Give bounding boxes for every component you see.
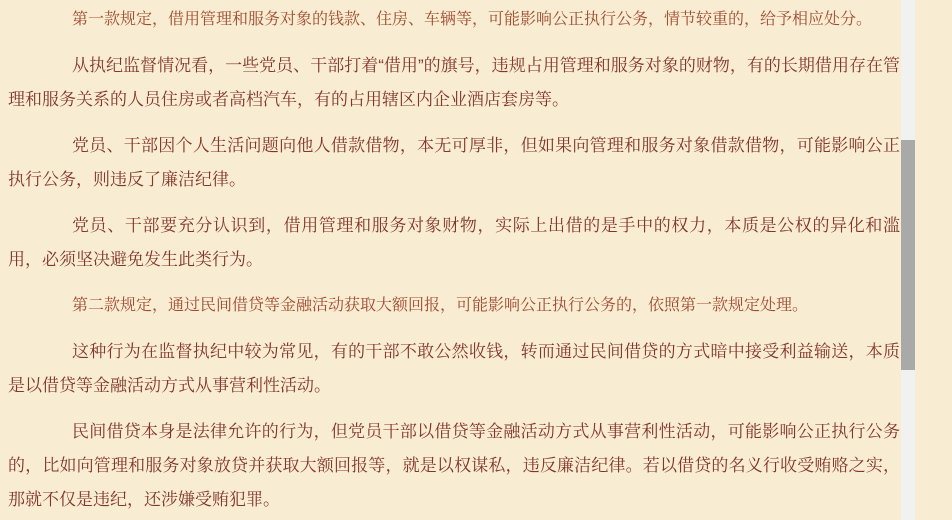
- body-paragraph-3: 党员、干部要充分认识到，借用管理和服务对象财物，实际上出借的是手中的权力，本质是公权的异化和滥用，必须坚决避免发生此类行为。: [8, 216, 900, 269]
- regulation-paragraph-2: 第二款规定，通过民间借贷等金融活动获取大额回报，可能影响公正执行公务的，依照第一款规定处理。: [72, 297, 809, 314]
- scrollbar-track[interactable]: [901, 0, 915, 520]
- scrollbar-thumb[interactable]: [901, 140, 915, 370]
- body-paragraph-1: 从执纪监督情况看，一些党员、干部打着“借用”的旗号，违规占用管理和服务对象的财物，有的长期借用存在管理和服务关系的人员住房或者高档汽车，有的占用辖区内企业酒店套房等。: [8, 56, 900, 109]
- body-paragraph-5: 民间借贷本身是法律允许的行为，但党员干部以借贷等金融活动方式从事营利性活动，可能影响公正执行公务的，比如向管理和服务对象放贷并获取大额回报等，就是以权谋私，违反廉洁纪律。若以借贷的名义行收受贿赂之实，那就不仅是违纪，还涉嫌受贿犯罪。: [8, 422, 900, 509]
- regulation-paragraph-1: 第一款规定，借用管理和服务对象的钱款、住房、车辆等，可能影响公正执行公务，情节较重的，给予相应处分。: [72, 11, 873, 28]
- body-paragraph-2: 党员、干部因个人生活问题向他人借款借物，本无可厚非，但如果向管理和服务对象借款借物，可能影响公正执行公务，则违反了廉洁纪律。: [8, 136, 900, 189]
- body-paragraph-4: 这种行为在监督执纪中较为常见，有的干部不敢公然收钱，转而通过民间借贷的方式暗中接受利益输送，本质是以借贷等金融活动方式从事营利性活动。: [8, 342, 900, 395]
